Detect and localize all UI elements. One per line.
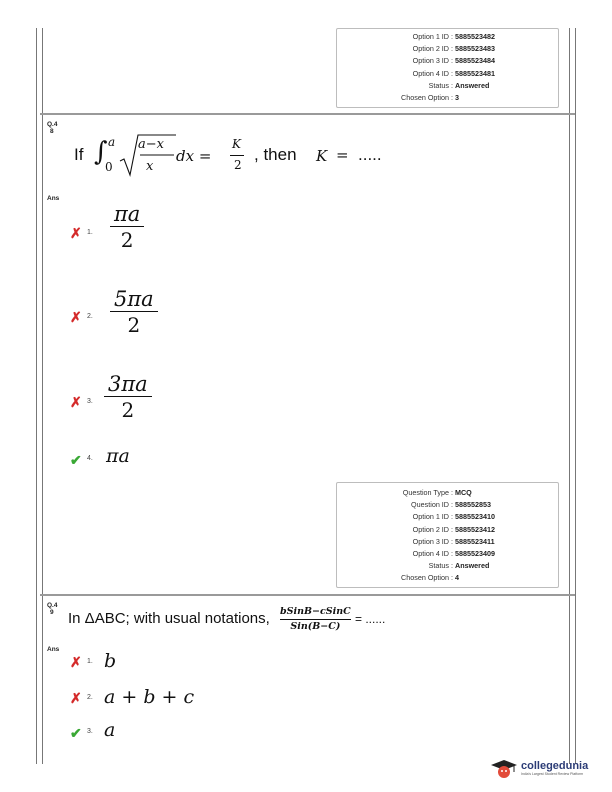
- answer-label: Ans: [47, 646, 60, 653]
- option-2-fraction: 5πa 2: [110, 287, 158, 338]
- question-fraction: bSinB−cSinC Sin(B−C): [280, 606, 351, 632]
- graduate-cap-icon: [490, 758, 518, 780]
- right-border-outer: [575, 28, 576, 764]
- option-1-fraction: πa 2: [110, 202, 144, 253]
- option-number: 1.: [87, 658, 93, 665]
- integral-sign: ∫: [94, 137, 108, 167]
- option-number: 2.: [87, 313, 93, 320]
- option-number: 3.: [87, 398, 93, 405]
- option-1-text: b: [104, 650, 117, 672]
- section-divider: [40, 113, 575, 115]
- question-text: If ∫ a 0 a−x x dx = K 2 , then K = .....: [74, 133, 434, 183]
- left-border-inner: [42, 28, 43, 764]
- option-number: 1.: [87, 229, 93, 236]
- collegedunia-logo: collegedunia India's Largest Student Review Platform: [490, 758, 588, 780]
- option-number: 3.: [87, 728, 93, 735]
- option-2-text: a + b + c: [104, 686, 195, 708]
- question-tail: = ......: [355, 612, 386, 626]
- question-meta-box-q49: Question Type : MCQ Question ID : 588552853 Option 1 ID : 5885523410 Option 2 ID : 5885523412 Option 3 ID : 5885523411 Option 4 ID : 5885523409 Status : Answered Chosen Option : 4: [336, 482, 559, 588]
- question-number: Q.4 9: [47, 602, 58, 616]
- question-number: Q.4 8: [47, 121, 58, 135]
- option-number: 2.: [87, 694, 93, 701]
- cross-icon: ✗: [70, 309, 82, 325]
- question-text: In ΔABC; with usual notations,: [68, 610, 270, 627]
- option-number: 4.: [87, 455, 93, 462]
- cross-icon: ✗: [70, 654, 82, 670]
- question-meta-box-q48: Option 1 ID : 5885523482 Option 2 ID : 5885523483 Option 3 ID : 5885523484 Option 4 ID : 5885523481 Status : Answered Chosen Option : 3: [336, 28, 559, 108]
- check-icon: ✔: [70, 725, 82, 741]
- cross-icon: ✗: [70, 225, 82, 241]
- option-3-text: a: [104, 719, 116, 741]
- right-border-inner: [569, 28, 570, 764]
- answer-label: Ans: [47, 195, 60, 202]
- option-3-fraction: 3πa 2: [104, 372, 152, 423]
- cross-icon: ✗: [70, 394, 82, 410]
- check-icon: ✔: [70, 452, 82, 468]
- cross-icon: ✗: [70, 690, 82, 706]
- section-divider: [40, 594, 575, 596]
- fraction-bar: [230, 155, 244, 156]
- left-border-outer: [36, 28, 37, 764]
- option-4-text: πa: [106, 445, 130, 467]
